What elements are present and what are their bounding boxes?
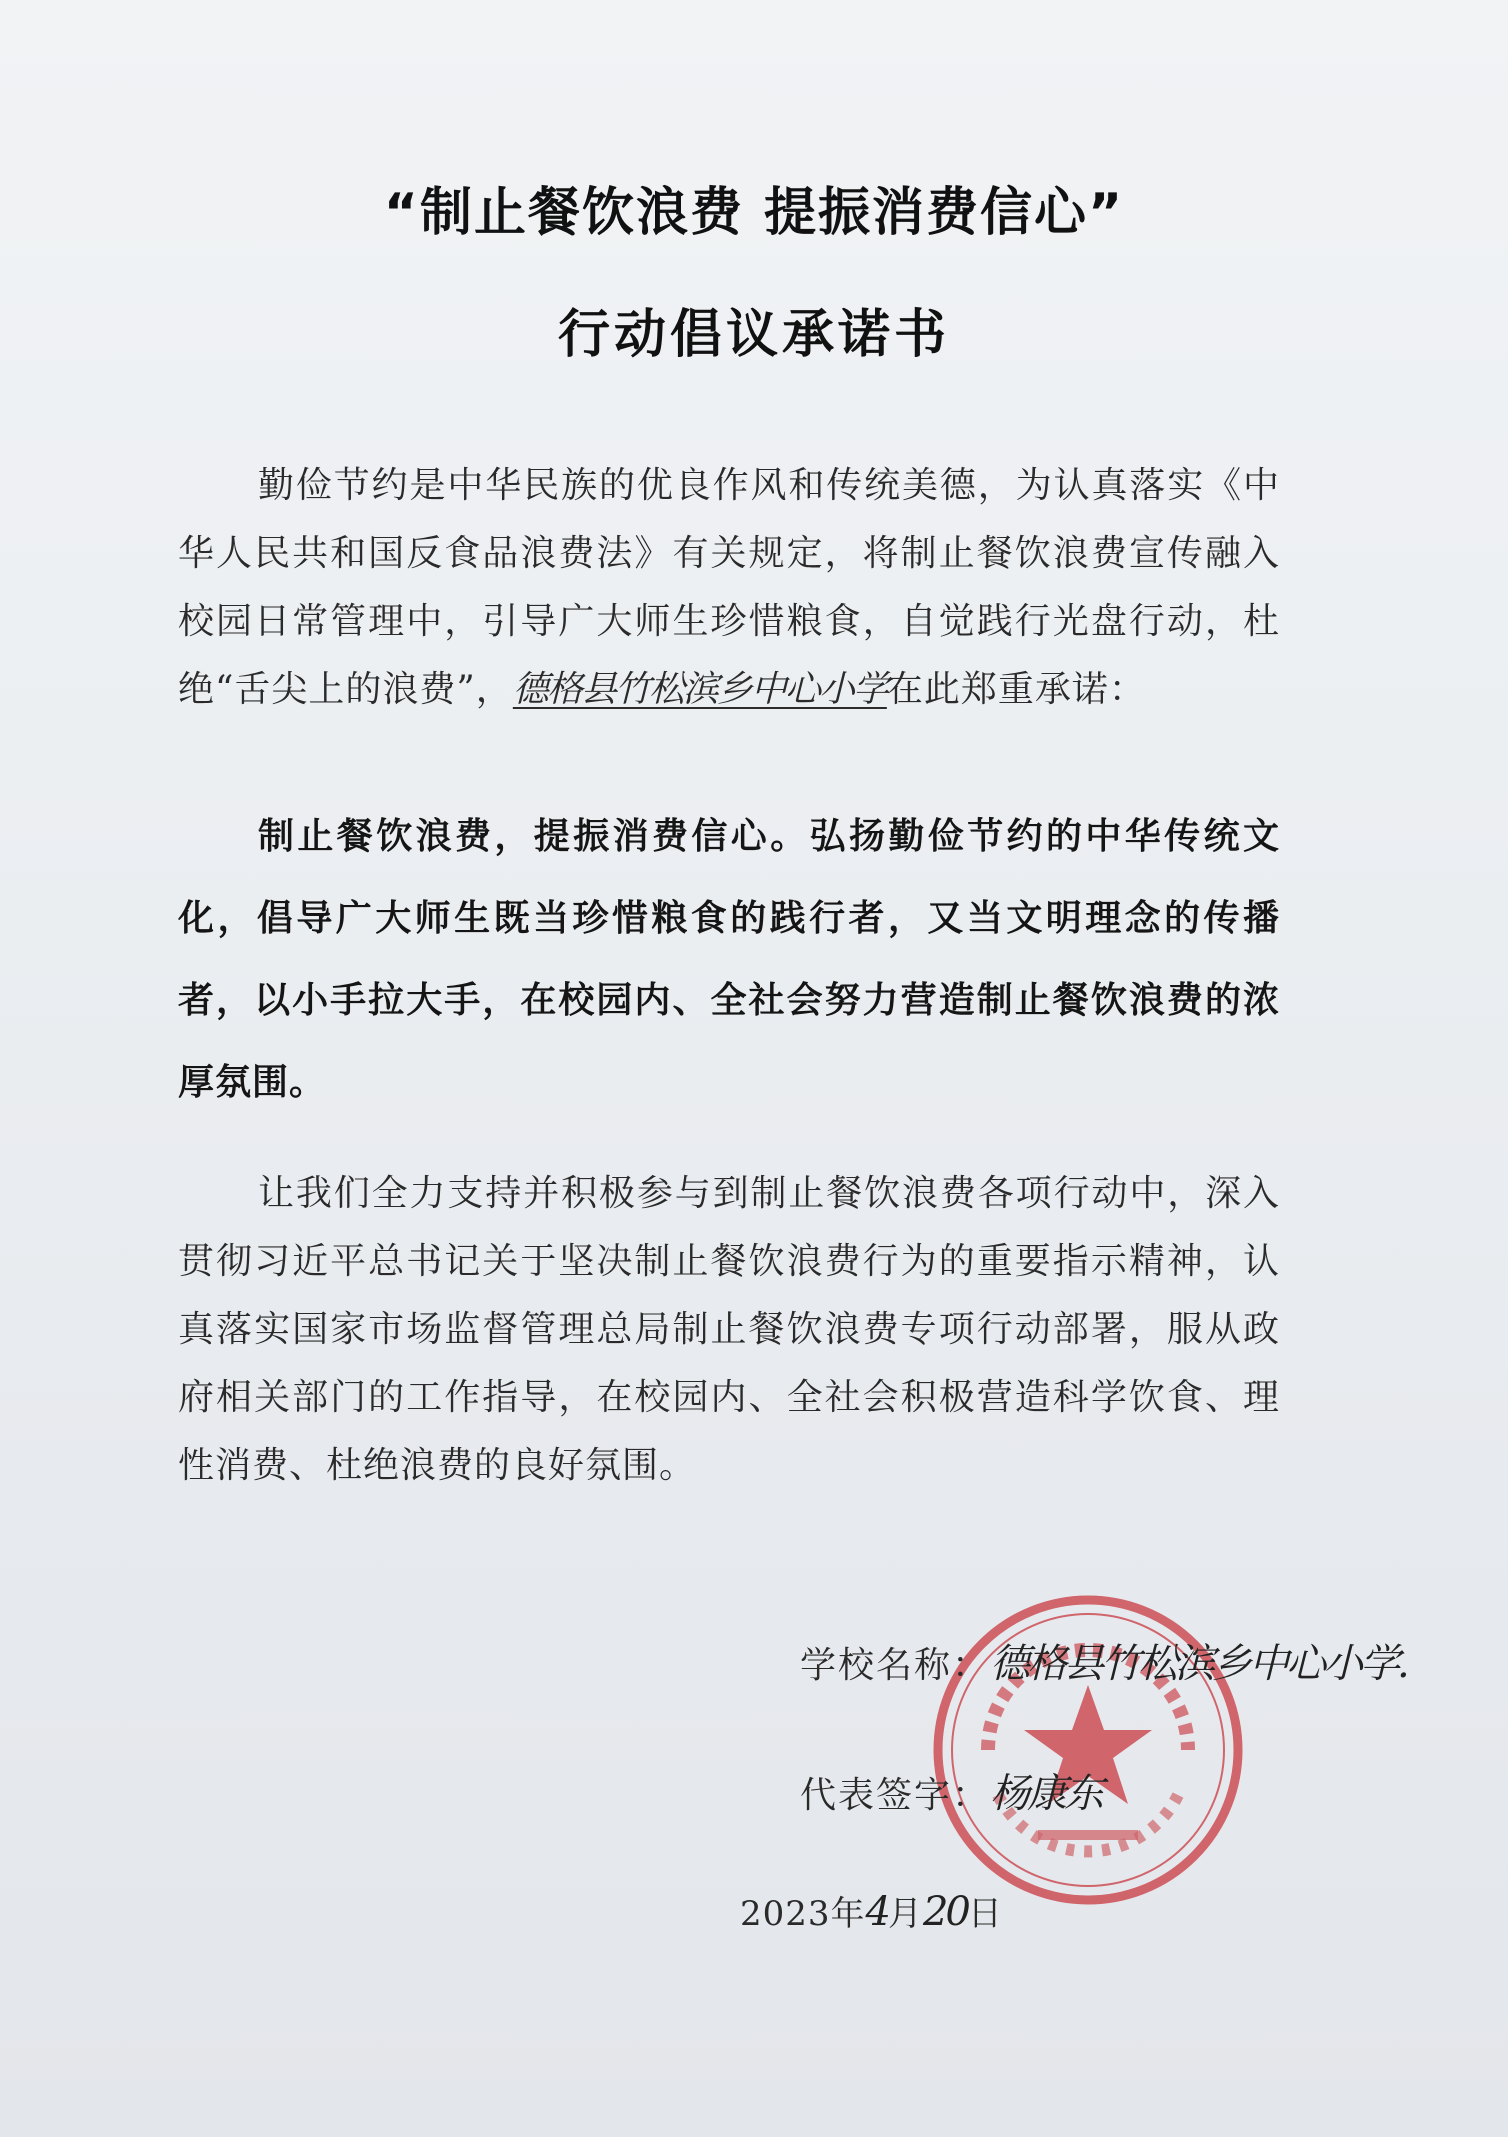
date-month-unit: 月	[887, 1894, 923, 1934]
date-month: 4	[865, 1889, 888, 1935]
date-day-unit: 日	[967, 1894, 1003, 1934]
document-title-line2: 行动倡议承诺书	[557, 305, 950, 365]
date-day: 20	[922, 1889, 968, 1935]
school-name-row	[800, 1632, 1407, 1689]
paragraph-action: 让我们全力支持并积极参与到制止餐饮浪费各项行动中，深入贯彻习近平总书记关于坚决制止餐饮浪费行为的重要指示精神，认真落实国家市场监督管理总局制止餐饮浪费专项行动部署，服从政府相关部门的工作指导，在校园内、全社会积极营造科学饮食、理性消费、杜绝浪费的良好氛围。	[178, 1173, 1280, 1486]
date-year: 2023	[740, 1894, 831, 1934]
document-title-line1: “制止餐饮浪费 提振消费信心”	[383, 183, 1125, 243]
representative-row	[800, 1762, 1101, 1819]
paragraph-pledge: 制止餐饮浪费，提振消费信心。弘扬勤俭节约的中华传统文化，倡导广大师生既当珍惜粮食的践行者，又当文明理念的传播者，以小手拉大手，在校园内、全社会努力营造制止餐饮浪费的浓厚氛围。	[178, 816, 1280, 1103]
school-name-signature: 德格县竹松滨乡中心小学.	[990, 1641, 1407, 1687]
representative-label: 代表签字：	[800, 1775, 991, 1816]
handwritten-school-name: 德格县竹松滨乡中心小学	[512, 669, 887, 710]
paragraph-intro-text: 勤俭节约是中华民族的优良作风和传统美德，为认真落实《中华人民共和国反食品浪费法》有关规定，将制止餐饮浪费宣传融入校园日常管理中，引导广大师生珍惜粮食，自觉践行光盘行动，杜绝“舌尖上的浪费”，	[178, 465, 1280, 710]
paragraph-intro-ending: 在此郑重承诺：	[886, 669, 1146, 710]
school-name-label: 学校名称：	[800, 1645, 991, 1686]
date-year-unit: 年	[830, 1894, 866, 1934]
signing-date	[740, 1886, 1003, 1935]
representative-signature: 杨康东	[990, 1771, 1102, 1817]
paragraph-intro	[178, 452, 1280, 724]
